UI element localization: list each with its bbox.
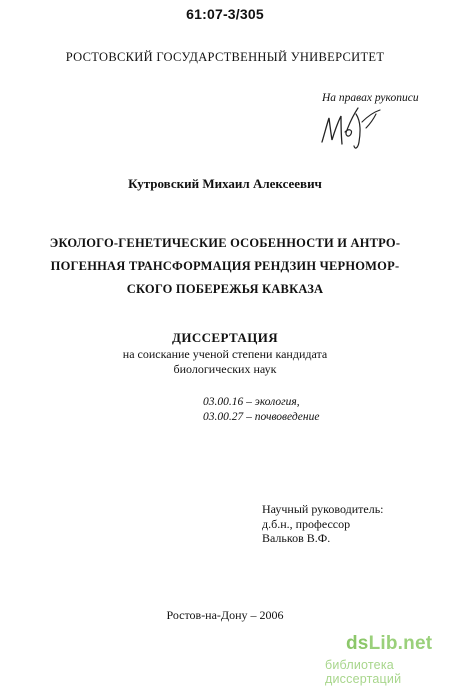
specialty-name: экология, [254,396,300,408]
specialty-2 [203,411,319,423]
specialty-dash: – [246,396,252,408]
manuscript-note: На правах рукописи [322,92,419,104]
specialty-code: 03.00.16 [203,396,244,408]
title-line-2: ПОГЕННАЯ ТРАНСФОРМАЦИЯ РЕНДЗИН ЧЕРНОМОР- [50,259,400,273]
watermark-subtitle: библиотека диссертаций [325,658,402,686]
specialty-1 [203,396,300,408]
advisor-name: Вальков В.Ф. [262,531,331,545]
title-line-3: СКОГО ПОБЕРЕЖЬЯ КАВКАЗА [126,282,324,296]
advisor-title: д.б.н., профессор [262,517,351,531]
specialty-dash: – [246,411,252,423]
watermark-logo-main: Lib [368,633,398,654]
catalog-number: 61:07-3/305 [186,6,264,22]
author-name: Кутровский Михаил Алексеевич [128,176,322,191]
degree-line-2: биологических наук [173,362,277,376]
handwritten-signature [316,102,386,154]
title-line-1: ЭКОЛОГО-ГЕНЕТИЧЕСКИЕ ОСОБЕННОСТИ И АНТРО- [49,236,401,250]
degree-line-1: на соискание ученой степени кандидата [122,347,328,361]
dissertation-heading: ДИССЕРТАЦИЯ [171,330,279,345]
city-year: Ростов-на-Дону – 2006 [166,608,284,622]
specialty-name: почвоведение [254,411,320,423]
watermark-logo-suffix: .net [397,633,433,654]
university-name: РОСТОВСКИЙ ГОСУДАРСТВЕННЫЙ УНИВЕРСИТЕТ [65,50,385,64]
specialty-code: 03.00.27 [203,411,244,423]
watermark-logo-prefix: ds [346,633,369,654]
watermark-logo[interactable] [346,633,432,655]
advisor-label: Научный руководитель: [262,502,384,516]
